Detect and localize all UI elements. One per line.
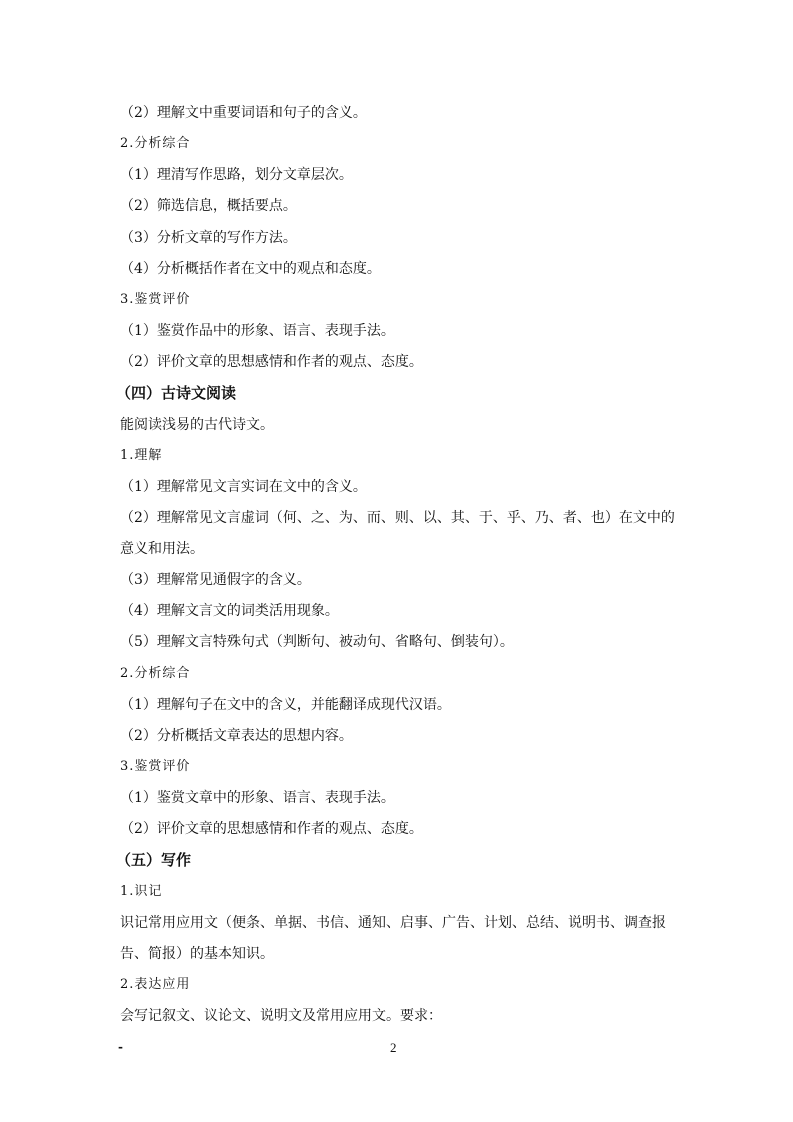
footer-mark: - [118,1040,123,1054]
text-line: 告、简报）的基本知识。 [120,946,274,962]
text-line: （3）理解常见通假字的含义。 [120,572,311,588]
text-line: （2）理解文中重要词语和句子的含义。 [120,105,367,121]
text-line: （1）理解句子在文中的含义，并能翻译成现代汉语。 [120,697,451,713]
text-line: （2）理解常见文言虚词（何、之、为、而、则、以、其、于、乎、乃、者、也）在文中的 [120,510,675,526]
subsection-heading: 3.鉴赏评价 [120,759,191,774]
text-line: （4）分析概括作者在文中的观点和态度。 [120,261,381,277]
text-line: （2）评价文章的思想感情和作者的观点、态度。 [120,354,423,370]
text-line: 识记常用应用文（便条、单据、书信、通知、启事、广告、计划、总结、说明书、调查报 [120,915,666,931]
text-line: （2）评价文章的思想感情和作者的观点、态度。 [120,821,423,837]
text-line: （4）理解文言文的词类活用现象。 [120,603,339,619]
subsection-heading: 2.分析综合 [120,666,191,681]
subsection-heading: 2.表达应用 [120,977,191,992]
text-line: （1）理解常见文言实词在文中的含义。 [120,479,367,495]
subsection-heading: 3.鉴赏评价 [120,292,191,307]
page-number: 2 [390,1040,397,1055]
subsection-heading: 2.分析综合 [120,136,191,151]
text-line: （2）分析概括文章表达的思想内容。 [120,728,353,744]
text-line: （5）理解文言特殊句式（判断句、被动句、省略句、倒装句）。 [120,634,514,650]
text-line: （3）分析文章的写作方法。 [120,230,297,246]
text-line: 会写记叙文、议论文、说明文及常用应用文。要求： [120,1008,442,1024]
text-line: 能阅读浅易的古代诗文。 [120,417,274,433]
text-line: （1）鉴赏作品中的形象、语言、表现手法。 [120,323,395,339]
subsection-heading: 1.识记 [120,884,163,899]
text-line: （2）筛选信息，概括要点。 [120,198,297,214]
text-line: 意义和用法。 [120,541,204,557]
text-line: （1）理清写作思路，划分文章层次。 [120,167,353,183]
section-heading: （四）古诗文阅读 [116,384,237,402]
subsection-heading: 1.理解 [120,448,163,463]
section-heading: （五）写作 [116,851,192,869]
text-line: （1）鉴赏文章中的形象、语言、表现手法。 [120,790,395,806]
